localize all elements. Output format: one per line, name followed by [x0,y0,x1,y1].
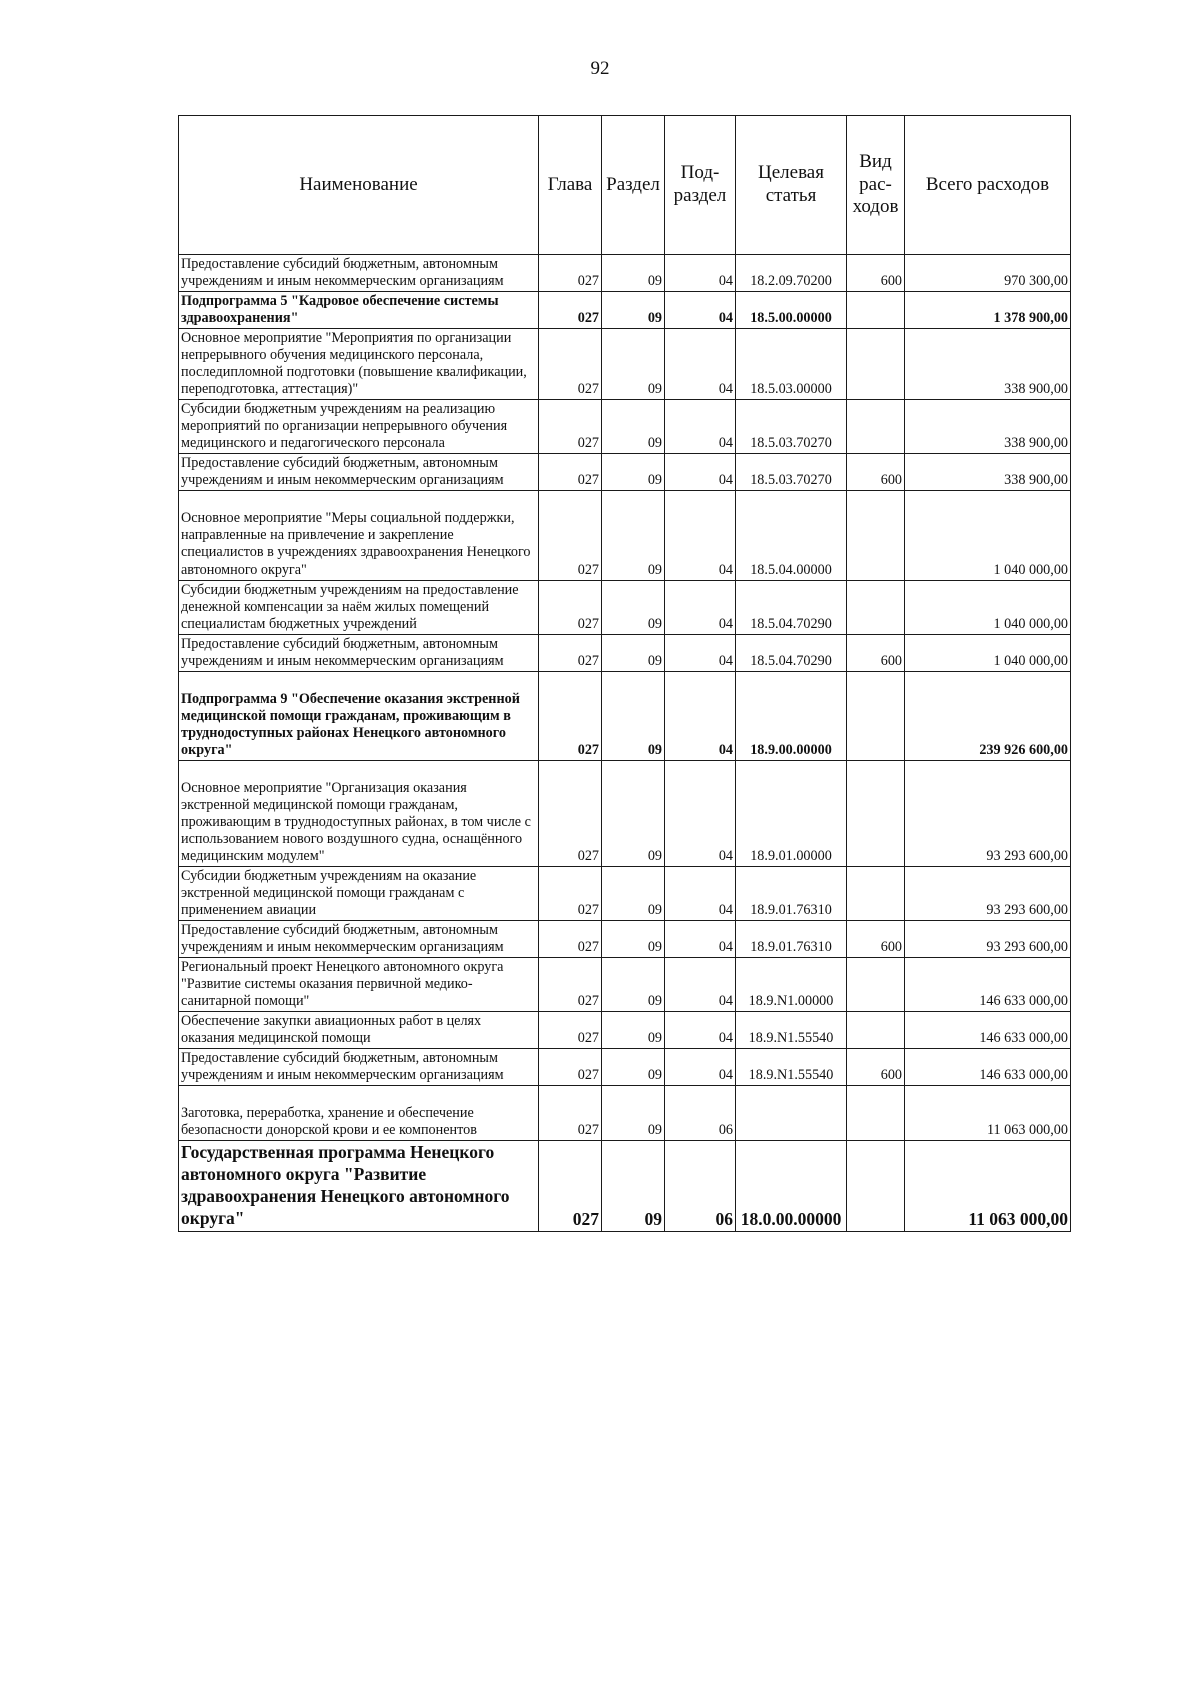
cell-name: Заготовка, переработка, хранение и обеспечение безопасности донорской крови и ее компонентов [179,1086,539,1141]
cell-podrazdel: 06 [665,1086,736,1141]
cell-total: 93 293 600,00 [905,760,1071,866]
cell-total: 146 633 000,00 [905,1049,1071,1086]
table-row [179,255,1071,292]
cell-podrazdel: 04 [665,760,736,866]
table-row [179,400,1071,454]
cell-vid [847,400,905,454]
cell-total: 11 063 000,00 [905,1141,1071,1232]
page-number: 92 [590,58,610,79]
table-row [179,1086,1071,1141]
cell-name: Субсидии бюджетным учреждениям на оказание экстренной медицинской помощи гражданам с применением авиации [179,866,539,920]
cell-vid [847,1141,905,1232]
cell-razdel: 09 [602,454,665,491]
header-glava: Глава [539,116,602,255]
cell-razdel: 09 [602,329,665,400]
cell-podrazdel: 04 [665,580,736,634]
cell-glava: 027 [539,921,602,958]
cell-vid [847,866,905,920]
cell-razdel: 09 [602,255,665,292]
cell-podrazdel: 04 [665,866,736,920]
cell-name: Региональный проект Ненецкого автономного округа "Развитие системы оказания первичной медико-санитарной помощи" [179,958,539,1012]
cell-razdel: 09 [602,1086,665,1141]
header-name: Наименование [179,116,539,255]
cell-vid: 600 [847,454,905,491]
cell-name: Предоставление субсидий бюджетным, автономным учреждениям и иным некоммерческим организациям [179,634,539,671]
cell-total: 146 633 000,00 [905,958,1071,1012]
cell-vid: 600 [847,1049,905,1086]
cell-name: Основное мероприятие "Мероприятия по организации непрерывного обучения медицинского персонала, последипломной подготовки (повышение квалификации, переподготовка, аттестация)" [179,329,539,400]
cell-glava: 027 [539,454,602,491]
cell-podrazdel: 04 [665,292,736,329]
cell-vid [847,671,905,760]
cell-razdel: 09 [602,491,665,580]
table-row [179,292,1071,329]
cell-celevaya: 18.5.00.00000 [736,292,847,329]
cell-glava: 027 [539,255,602,292]
cell-vid [847,329,905,400]
table-header-row [179,116,1071,255]
cell-glava: 027 [539,1141,602,1232]
cell-celevaya: 18.5.04.70290 [736,634,847,671]
cell-celevaya: 18.9.01.76310 [736,921,847,958]
table-row [179,491,1071,580]
table-row [179,958,1071,1012]
cell-podrazdel: 04 [665,400,736,454]
cell-podrazdel: 04 [665,634,736,671]
header-total: Всего расходов [905,116,1071,255]
cell-name: Субсидии бюджетным учреждениям на предоставление денежной компенсации за наём жилых помещений специалистам бюджетных учреждений [179,580,539,634]
cell-celevaya: 18.9.N1.00000 [736,958,847,1012]
table-row [179,1049,1071,1086]
cell-celevaya: 18.9.01.00000 [736,760,847,866]
cell-name: Предоставление субсидий бюджетным, автономным учреждениям и иным некоммерческим организациям [179,255,539,292]
table-row [179,634,1071,671]
cell-podrazdel: 04 [665,921,736,958]
cell-vid: 600 [847,255,905,292]
cell-name: Предоставление субсидий бюджетным, автономным учреждениям и иным некоммерческим организациям [179,921,539,958]
cell-podrazdel: 04 [665,958,736,1012]
cell-name: Предоставление субсидий бюджетным, автономным учреждениям и иным некоммерческим организациям [179,1049,539,1086]
cell-total: 338 900,00 [905,454,1071,491]
cell-celevaya: 18.2.09.70200 [736,255,847,292]
cell-name: Основное мероприятие "Организация оказания экстренной медицинской помощи гражданам, проживающим в труднодоступных районах, в том числе с использованием нового воздушного судна, оснащённого медицинским модулем" [179,760,539,866]
cell-vid [847,292,905,329]
cell-total: 239 926 600,00 [905,671,1071,760]
cell-podrazdel: 04 [665,1049,736,1086]
cell-razdel: 09 [602,866,665,920]
cell-glava: 027 [539,634,602,671]
table-row [179,671,1071,760]
cell-razdel: 09 [602,634,665,671]
cell-glava: 027 [539,958,602,1012]
cell-razdel: 09 [602,400,665,454]
cell-glava: 027 [539,292,602,329]
cell-name: Обеспечение закупки авиационных работ в целях оказания медицинской помощи [179,1012,539,1049]
cell-razdel: 09 [602,580,665,634]
cell-podrazdel: 04 [665,454,736,491]
cell-glava: 027 [539,1086,602,1141]
cell-celevaya: 18.9.00.00000 [736,671,847,760]
cell-glava: 027 [539,400,602,454]
cell-celevaya [736,1086,847,1141]
cell-vid [847,1086,905,1141]
table-row [179,580,1071,634]
cell-total: 338 900,00 [905,400,1071,454]
cell-vid [847,958,905,1012]
cell-name: Предоставление субсидий бюджетным, автономным учреждениям и иным некоммерческим организациям [179,454,539,491]
cell-vid [847,1012,905,1049]
table-row [179,760,1071,866]
cell-podrazdel: 04 [665,671,736,760]
table-body [179,255,1071,1232]
cell-razdel: 09 [602,1141,665,1232]
cell-total: 970 300,00 [905,255,1071,292]
cell-vid: 600 [847,921,905,958]
cell-name: Подпрограмма 5 "Кадровое обеспечение системы здравоохранения" [179,292,539,329]
budget-table [178,115,1071,1232]
cell-total: 1 040 000,00 [905,634,1071,671]
cell-razdel: 09 [602,958,665,1012]
cell-celevaya: 18.5.04.00000 [736,491,847,580]
cell-celevaya: 18.9.N1.55540 [736,1012,847,1049]
cell-glava: 027 [539,760,602,866]
cell-razdel: 09 [602,671,665,760]
cell-total: 93 293 600,00 [905,866,1071,920]
cell-total: 1 040 000,00 [905,491,1071,580]
cell-razdel: 09 [602,292,665,329]
table-row [179,921,1071,958]
cell-name: Субсидии бюджетным учреждениям на реализацию мероприятий по организации непрерывного обучения медицинского и педагогического персонала [179,400,539,454]
cell-name: Подпрограмма 9 "Обеспечение оказания экстренной медицинской помощи гражданам, проживающим в труднодоступных районах Ненецкого автономного округа" [179,671,539,760]
cell-podrazdel: 04 [665,1012,736,1049]
table-row [179,454,1071,491]
cell-celevaya: 18.5.03.00000 [736,329,847,400]
cell-total: 93 293 600,00 [905,921,1071,958]
cell-name: Основное мероприятие "Меры социальной поддержки, направленные на привлечение и закрепление специалистов в учреждениях здравоохранения Ненецкого автономного округа" [179,491,539,580]
cell-celevaya: 18.9.N1.55540 [736,1049,847,1086]
cell-name: Государственная программа Ненецкого автономного округа "Развитие здравоохранения Ненецкого автономного округа" [179,1141,539,1232]
cell-celevaya: 18.5.04.70290 [736,580,847,634]
cell-glava: 027 [539,866,602,920]
table-row [179,1141,1071,1232]
cell-celevaya: 18.0.00.00000 [736,1141,847,1232]
table-row [179,329,1071,400]
cell-celevaya: 18.5.03.70270 [736,400,847,454]
cell-podrazdel: 04 [665,255,736,292]
cell-razdel: 09 [602,1012,665,1049]
cell-vid [847,580,905,634]
cell-vid [847,491,905,580]
cell-podrazdel: 06 [665,1141,736,1232]
cell-total: 11 063 000,00 [905,1086,1071,1141]
header-razdel: Раздел [602,116,665,255]
cell-glava: 027 [539,671,602,760]
cell-vid: 600 [847,634,905,671]
cell-razdel: 09 [602,1049,665,1086]
cell-razdel: 09 [602,921,665,958]
cell-total: 338 900,00 [905,329,1071,400]
cell-celevaya: 18.5.03.70270 [736,454,847,491]
cell-celevaya: 18.9.01.76310 [736,866,847,920]
cell-glava: 027 [539,491,602,580]
cell-razdel: 09 [602,760,665,866]
table-row [179,866,1071,920]
cell-glava: 027 [539,1049,602,1086]
cell-total: 1 378 900,00 [905,292,1071,329]
cell-glava: 027 [539,1012,602,1049]
cell-podrazdel: 04 [665,329,736,400]
cell-vid [847,760,905,866]
cell-podrazdel: 04 [665,491,736,580]
header-vid: Вид рас- ходов [847,116,905,255]
table-row [179,1012,1071,1049]
cell-total: 1 040 000,00 [905,580,1071,634]
cell-glava: 027 [539,580,602,634]
header-celevaya: Целевая статья [736,116,847,255]
header-podrazdel: Под- раздел [665,116,736,255]
cell-total: 146 633 000,00 [905,1012,1071,1049]
cell-glava: 027 [539,329,602,400]
